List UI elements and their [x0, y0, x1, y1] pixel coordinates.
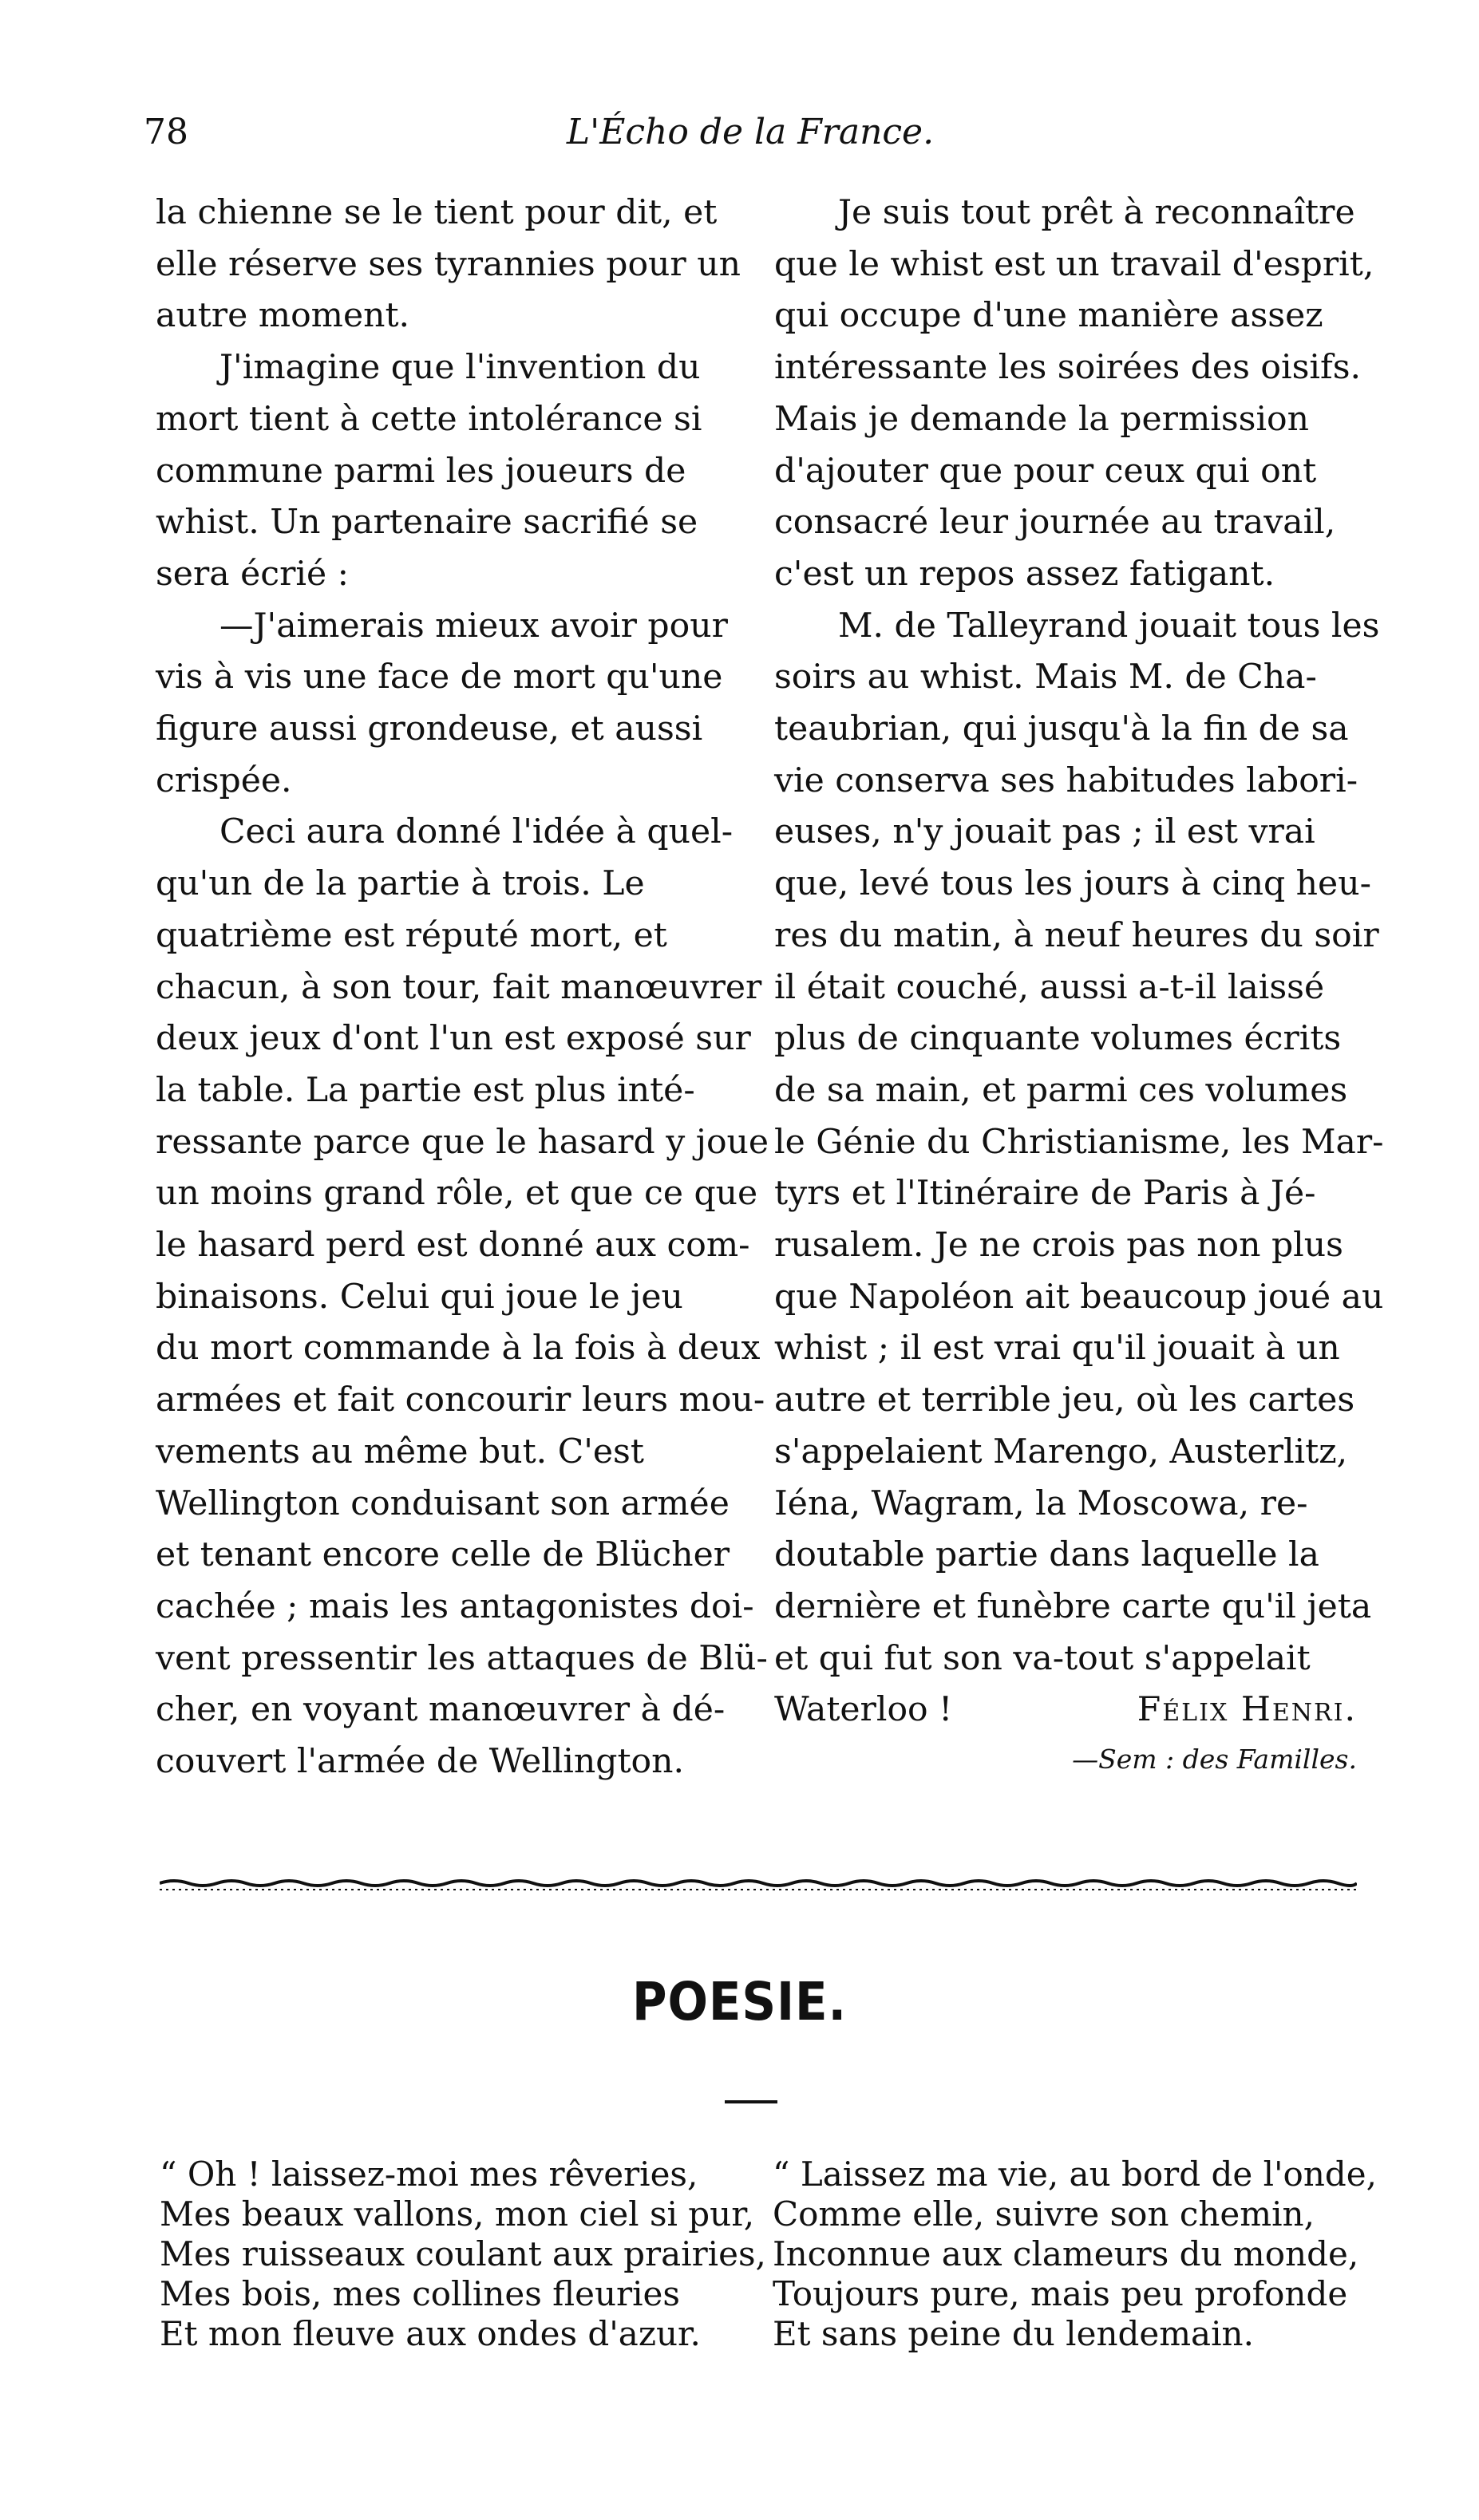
text-line: intéressante les soirées des oisifs.	[774, 348, 1362, 388]
text-line: doutable partie dans laquelle la	[774, 1535, 1319, 1575]
verse-line: Comme elle, suivre son chemin,	[773, 2194, 1315, 2234]
verse-line: Et mon fleuve aux ondes d'azur.	[160, 2314, 701, 2353]
text-line: que Napoléon ait beaucoup joué au	[774, 1277, 1384, 1317]
text-line: teaubrian, qui jusqu'à la fin de sa	[774, 709, 1349, 749]
text-line: dernière et funèbre carte qu'il jeta	[774, 1586, 1372, 1626]
text-line: quatrième est réputé mort, et	[156, 915, 667, 955]
text-line: whist. Un partenaire sacrifié se	[156, 503, 698, 543]
text-line: ressante parce que le hasard y joue	[156, 1122, 769, 1162]
text-line: consacré leur journée au travail,	[774, 503, 1336, 543]
text-line: vent pressentir les attaques de Blü-	[156, 1638, 768, 1678]
text-line: Iéna, Wagram, la Moscowa, re-	[774, 1483, 1308, 1523]
text-line: cher, en voyant manœuvrer à dé-	[156, 1690, 726, 1730]
verse-line: Et sans peine du lendemain.	[773, 2314, 1254, 2353]
text-line: c'est un repos assez fatigant.	[774, 554, 1275, 594]
text-line: euses, n'y jouait pas ; il est vrai	[774, 812, 1315, 852]
text-line: s'appelaient Marengo, Austerlitz,	[774, 1432, 1348, 1471]
text-line: vie conserva ses habitudes labori-	[774, 760, 1358, 800]
paragraph	[774, 188, 1374, 601]
ornamental-divider	[160, 1877, 1357, 1898]
text-line: un moins grand rôle, et que ce que	[156, 1174, 758, 1214]
text-line: le hasard perd est donné aux com-	[156, 1226, 750, 1266]
text-line: vis à vis une face de mort qu'une	[156, 658, 723, 697]
text-line: sera écrié :	[156, 554, 349, 594]
text-line: du mort commande à la fois à deux	[156, 1329, 761, 1369]
text-line: autre moment.	[156, 296, 410, 336]
paragraph	[156, 807, 769, 1787]
text-line: tyrs et l'Itinéraire de Paris à Jé-	[774, 1174, 1316, 1214]
verse-line: Inconnue aux clameurs du monde,	[773, 2234, 1359, 2273]
verse-line: Mes ruisseaux coulant aux prairies,	[160, 2234, 766, 2273]
text-line: Mais je demande la permission	[774, 399, 1310, 439]
paragraph	[156, 342, 738, 601]
text-line: le Génie du Christianisme, les Mar-	[774, 1122, 1384, 1162]
source-citation: —Sem : des Familles.	[1072, 1744, 1357, 1775]
poem-stanza-left	[160, 2155, 766, 2354]
text-line: rusalem. Je ne crois pas non plus	[774, 1226, 1343, 1266]
text-line: et tenant encore celle de Blücher	[156, 1535, 730, 1575]
heading-rule	[725, 2100, 777, 2103]
verse-line: Mes bois, mes collines fleuries	[160, 2274, 680, 2313]
text-line: de sa main, et parmi ces volumes	[774, 1070, 1348, 1110]
text-line: vements au même but. C'est	[156, 1432, 644, 1471]
paragraph	[156, 601, 738, 808]
text-line: la chienne se le tient pour dit, et	[156, 193, 718, 232]
text-line: deux jeux d'ont l'un est exposé sur	[156, 1019, 751, 1059]
text-line: commune parmi les joueurs de	[156, 451, 686, 491]
text-line: crispée.	[156, 760, 292, 800]
text-line: chacun, à son tour, fait manœuvrer	[156, 967, 762, 1007]
text-line: Waterloo !	[774, 1690, 953, 1730]
text-line: qu'un de la partie à trois. Le	[156, 864, 645, 904]
text-line: —J'aimerais mieux avoir pour	[219, 606, 728, 646]
poem-stanza-right	[773, 2155, 1377, 2354]
running-title: L'Écho de la France.	[566, 112, 935, 152]
text-line: couvert l'armée de Wellington.	[156, 1742, 685, 1782]
text-line: cachée ; mais les antagonistes doi-	[156, 1586, 754, 1626]
text-line: qui occupe d'une manière assez	[774, 296, 1323, 336]
text-line: whist ; il est vrai qu'il jouait à un	[774, 1329, 1340, 1369]
text-line: autre et terrible jeu, où les cartes	[774, 1380, 1355, 1420]
left-column	[156, 188, 769, 1788]
text-line: J'imagine que l'invention du	[219, 348, 701, 388]
text-line: soirs au whist. Mais M. de Cha-	[774, 658, 1317, 697]
text-line: que le whist est un travail d'esprit,	[774, 244, 1374, 284]
text-line: il était couché, aussi a-t-il laissé	[774, 967, 1325, 1007]
text-line: la table. La partie est plus inté-	[156, 1070, 695, 1110]
page-number: 78	[144, 112, 188, 152]
author-signature: Félix Henri.	[1137, 1690, 1357, 1730]
text-line: d'ajouter que pour ceux qui ont	[774, 451, 1317, 491]
verse-line: Mes beaux vallons, mon ciel si pur,	[160, 2194, 755, 2234]
text-line: res du matin, à neuf heures du soir	[774, 915, 1379, 955]
text-line: armées et fait concourir leurs mou-	[156, 1380, 765, 1420]
text-line: Je suis tout prêt à reconnaître	[838, 193, 1355, 232]
paragraph	[774, 601, 1384, 1685]
text-line: figure aussi grondeuse, et aussi	[156, 709, 703, 749]
verse-line: “ Oh ! laissez-moi mes rêveries,	[160, 2155, 698, 2194]
paragraph	[156, 188, 741, 342]
text-line: binaisons. Celui qui joue le jeu	[156, 1277, 683, 1317]
text-line: plus de cinquante volumes écrits	[774, 1019, 1342, 1059]
text-line: elle réserve ses tyrannies pour un	[156, 244, 741, 284]
right-column	[774, 188, 1384, 1783]
text-line: et qui fut son va-tout s'appelait	[774, 1638, 1311, 1678]
text-line: que, levé tous les jours à cinq heu-	[774, 864, 1371, 904]
verse-line: “ Laissez ma vie, au bord de l'onde,	[773, 2155, 1377, 2194]
text-line: M. de Talleyrand jouait tous les	[838, 606, 1380, 646]
page-header	[144, 112, 1357, 168]
text-line: mort tient à cette intolérance si	[156, 399, 702, 439]
text-line: Wellington conduisant son armée	[156, 1483, 730, 1523]
verse-line: Toujours pure, mais peu profonde	[773, 2274, 1348, 2313]
section-heading: POESIE.	[632, 1971, 847, 2032]
text-line: Ceci aura donné l'idée à quel-	[219, 812, 734, 852]
signature-row	[774, 1685, 1357, 1736]
